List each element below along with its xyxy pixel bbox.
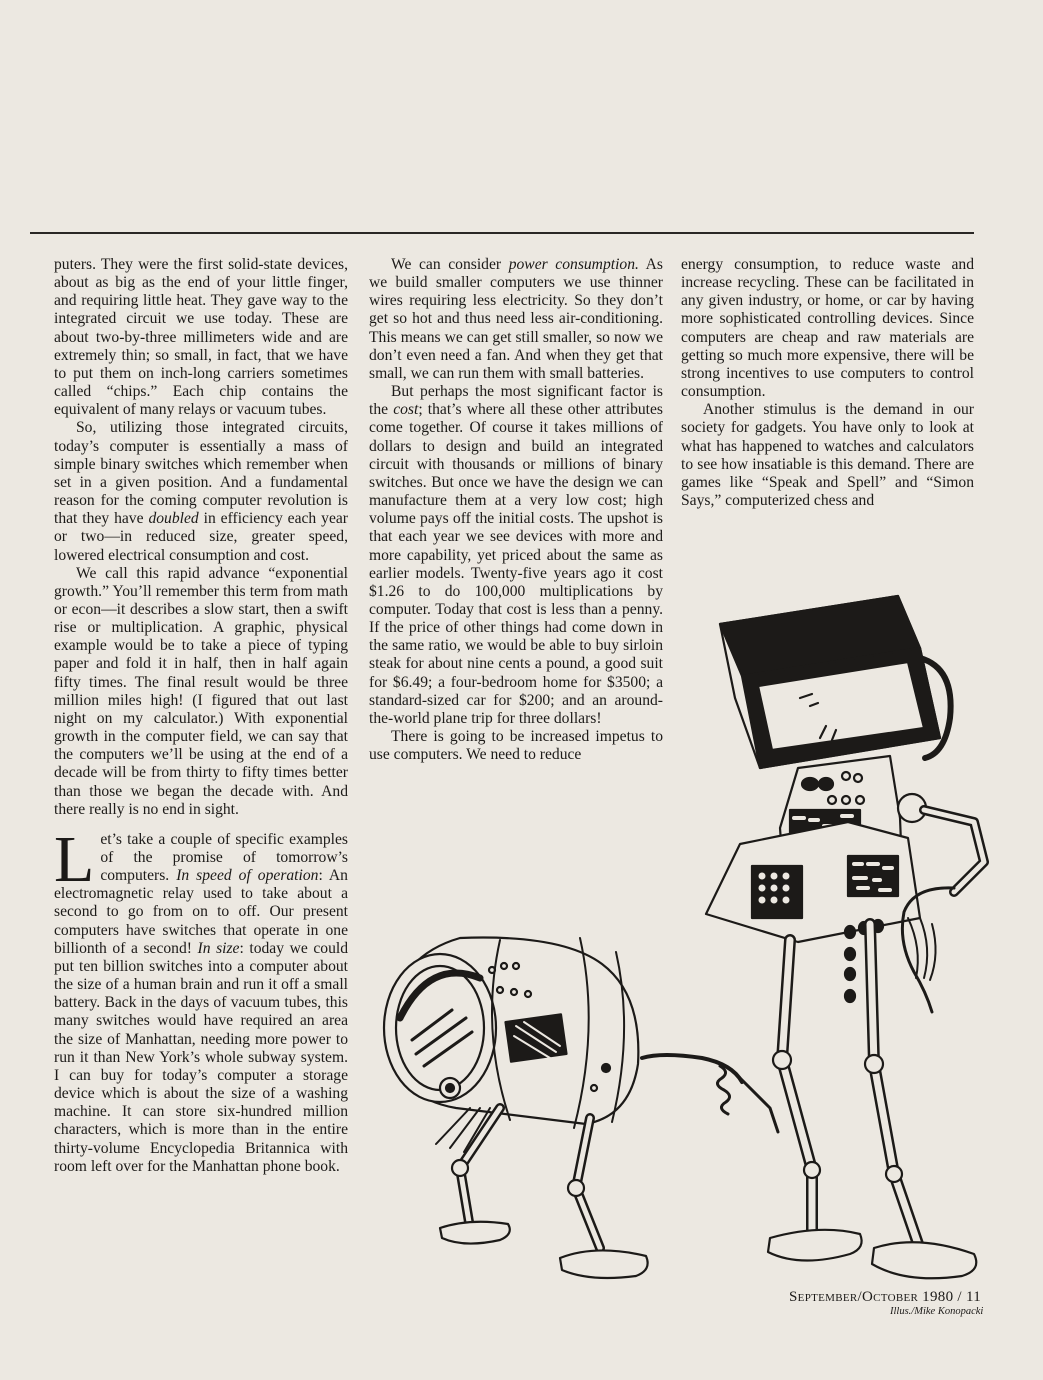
paragraph: puters. They were the first solid-state devices, about as big as the end of your little finger, and requiring little heat. They gave way to the integrated circuit we use today. These are about two-by-three millimeters wide and are extremely thin; so small, in fact, that we have to put them on inch-long carriers sometimes called “chips.” Each chip contains the equivalent of many relays or vacuum tubes.	[54, 256, 348, 419]
text-run: : An electromagnetic relay used to take about a second to go from on to off. Our present computers have switches that operate in one billionth of a second!	[54, 867, 348, 957]
paragraph: There is going to be increased impetus to use computers. We need to reduce	[369, 728, 663, 764]
paragraph: energy consumption, to reduce waste and increase recycling. These can be facilitated in any given industry, or home, or car by having more sophisticated controlling devices. Since computers are cheap and raw materials are getting so much more expensive, there will be strong incentives to use computers to control consumption.	[681, 256, 974, 401]
emphasis: doubled	[148, 510, 199, 528]
text-run: in efficiency each year or two—in reduced size, greater speed, lowered electrical consumption and cost.	[54, 510, 348, 564]
text-run: ; that’s where all these other attributes come together. Of course it takes millions of dollars to design and build an integrated circuit with thousands or millions of binary switches. But once we have the design we can manufacture them at a very low cost; high volume pays off the initial costs. The upshot is that each year we see devices with more and more capability, yet priced about the same as earlier models. Twenty-five years ago it cost $1.26 to do 100,000 multiplications by computer. Today that cost is less than a penny. If the price of other things had come down in the same ratio, we would be able to buy sirloin steak for about nine cents a pound, a good suit for $6.49; a four-bedroom home for $3500; a standard-sized car for $200; and an around-the-world plane trip for three dollars!	[369, 401, 663, 727]
article-column-3	[681, 256, 974, 510]
top-rule	[30, 232, 974, 234]
issue-date: September/October 1980	[789, 1289, 954, 1305]
text-run: We can consider	[391, 256, 509, 273]
paragraph: Another stimulus is the demand in our society for gadgets. You have only to look at what has happened to watches and calculators to see how insatiable is this demand. There are games like “Speak and Spell” and “Simon Says,” computerized chess and	[681, 401, 974, 510]
paragraph: We call this rapid advance “exponential growth.” You’ll remember this term from math or econ—it describes a slow start, then a swift rise or multiplication. A graphic, physical example would be to take a piece of typing paper and fold it in half, then in half again fifty times. The final result would be three million miles high! (I figured that out last night on my calculator.) With exponential growth in the computer field, we can say that the computers we’ll be using at the end of a decade will be from thirty to fifty times better than those we began the decade with. And there really is no end in sight.	[54, 564, 348, 818]
emphasis: power consumption.	[508, 256, 639, 273]
text-run: But perhaps the most significant factor is the	[369, 383, 663, 419]
text-run: As we build smaller computers we use thinner wires requiring less electricity. So they don’t get so hot and thus need less air-conditioning. This means we can get still smaller, so now we don’t even need a fan. And when they get that small, we can run them with small batteries.	[369, 256, 663, 382]
text-run: So, utilizing those integrated circuits, today’s computer is essentially a mass of simple binary switches which remember when set in a given position. And a fundamental reason for the coming computer revolution is that they have	[54, 419, 348, 528]
page-number: 11	[965, 1289, 981, 1305]
paragraph	[54, 419, 348, 564]
dog-robot	[384, 938, 778, 1278]
emphasis: In size	[197, 939, 240, 957]
illustration-credit: Illus./Mike Konopacki	[890, 1306, 984, 1317]
drop-cap: L	[54, 822, 95, 896]
text-run: et’s take a couple of specific examples of the promise of tomorrow’s computers.	[100, 830, 348, 885]
article-column-1	[54, 256, 348, 1176]
page-folio	[789, 1289, 981, 1306]
tall-robot	[706, 596, 984, 1278]
paragraph	[369, 256, 663, 383]
emphasis: In speed of operation	[176, 867, 319, 885]
folio-separator: /	[953, 1289, 966, 1305]
text-run: : today we could put ten billion switches into a computer about the size of a human brain and run it off a small battery. Back in the days of vacuum tubes, this many switches would have required an area the size of Manhattan, needing more power to run it than New York’s whole subway system. I can buy for today’s computer a storage device which is about the size of a washing machine. It can store six-hundred million characters, which is more than in the entire thirty-volume Encyclopedia Britannica with room left over for the Manhattan phone book.	[54, 939, 348, 1175]
robots-illustration	[380, 588, 1040, 1310]
emphasis: cost	[393, 401, 419, 419]
paragraph-dropcap	[54, 822, 348, 1176]
